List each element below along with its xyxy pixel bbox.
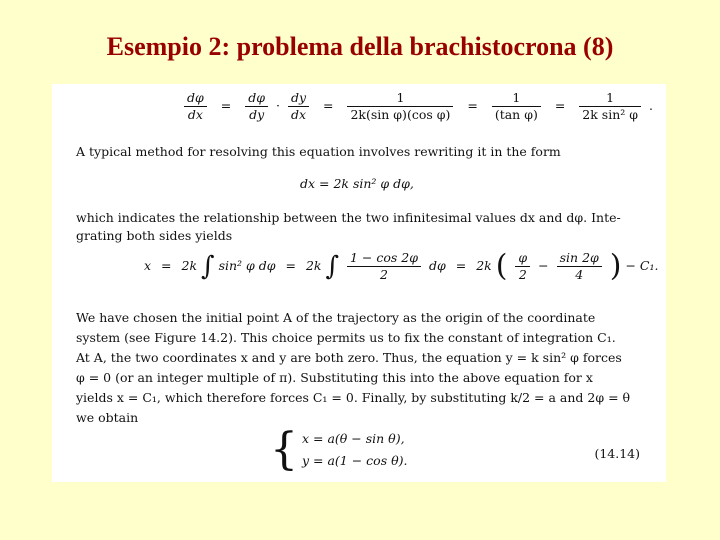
paragraph-initial-point-line3: At A, the two coordinates x and y are both zero. Thus, the equation y = k sin² φ forces bbox=[76, 350, 622, 365]
paragraph-initial-point-line6: we obtain bbox=[76, 410, 139, 425]
equation-integral: x = 2k ∫ sin² φ dφ = 2k ∫ $\frac{1 - \cos 2\varphi}{2}$ dφ = 2k ( $\frac{\varphi}{2}$ − $\frac{\sin 2\varphi}{4}$ ) − C₁. bbox=[144, 248, 659, 284]
fraction-sin-cos: $\frac{1}{\text{2k(sin φ)(cos φ)}}$ bbox=[347, 90, 453, 123]
equation-derivative: $\frac{d\varphi}{dx}$ = $\frac{d\varphi}{dy}$ · $\frac{dy}{dx}$ = $\frac{1}{\text{2k(sin φ)(cos φ)}}$ = $\frac{1}{\text{(tan φ)}}$ = $\frac{1}{\text{2k sin² φ}}$ . bbox=[180, 90, 653, 123]
fraction-dphi-dy: $\frac{d\varphi}{dy}$ bbox=[245, 90, 268, 123]
fraction-sin-two-phi: $\frac{\sin 2\varphi}{4}$ bbox=[557, 250, 602, 283]
fraction-sin-squared: $\frac{1}{\text{2k sin² φ}}$ bbox=[579, 90, 641, 123]
paragraph-initial-point-line5: yields x = C₁, which therefore forces C₁ = 0. Finally, by substituting k/2 = a and 2φ = θ bbox=[76, 390, 631, 405]
equation-number: (14.14) bbox=[594, 446, 640, 461]
equation-dx: dx = 2k sin² φ dφ, bbox=[300, 176, 414, 191]
equation-cycloid-system bbox=[270, 424, 408, 475]
cycloid-y-equation: y = a(1 − cos θ). bbox=[301, 453, 408, 468]
fraction-tan: $\frac{1}{\text{(tan φ)}}$ bbox=[492, 90, 541, 123]
cycloid-x-equation: x = a(θ − sin θ), bbox=[301, 431, 405, 446]
fraction-one-minus-cos: $\frac{1 - \cos 2\varphi}{2}$ bbox=[347, 250, 421, 283]
fraction-dphi-dx: $\frac{d\varphi}{dx}$ bbox=[184, 90, 207, 123]
slide-title: Esempio 2: problema della brachistocrona (8) bbox=[106, 32, 614, 61]
paragraph-rewrite: A typical method for resolving this equation involves rewriting it in the form bbox=[76, 144, 561, 159]
paragraph-relationship-line2: grating both sides yields bbox=[76, 228, 233, 243]
fraction-phi-over-two: $\frac{\varphi}{2}$ bbox=[515, 250, 530, 283]
textbook-excerpt bbox=[52, 84, 666, 482]
paragraph-initial-point-line4: φ = 0 (or an integer multiple of π). Substituting this into the above equation for x bbox=[76, 370, 593, 385]
integral-sign: ∫ bbox=[201, 251, 215, 282]
paragraph-relationship-line1: which indicates the relationship between the two infinitesimal values dx and dφ. Inte- bbox=[76, 210, 621, 225]
paragraph-initial-point-line1: We have chosen the initial point A of the trajectory as the origin of the coordinate bbox=[76, 310, 596, 325]
curly-brace: { bbox=[270, 424, 298, 475]
integral-sign: ∫ bbox=[325, 251, 340, 282]
fraction-dy-dx: $\frac{dy}{dx}$ bbox=[288, 90, 309, 123]
paragraph-initial-point-line2: system (see Figure 14.2). This choice permits us to fix the constant of integration C₁. bbox=[76, 330, 616, 345]
